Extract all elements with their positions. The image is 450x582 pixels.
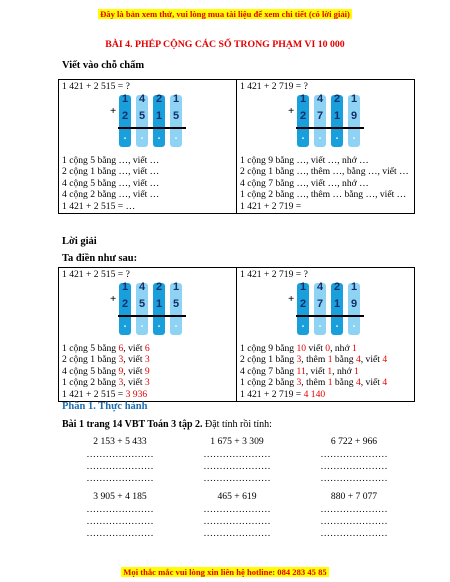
answer-line	[240, 366, 411, 377]
plus-sign: +	[288, 293, 295, 305]
digit: 1	[172, 281, 180, 293]
hotline-footer: Mọi thắc mắc vui lòng xin liên hệ hotline: 084 283 45 85	[123, 567, 327, 577]
answer-text: , nhớ	[330, 343, 352, 354]
answer-blank: …………………	[86, 449, 154, 460]
column-addition-figure	[62, 281, 233, 343]
digit: 1	[172, 93, 180, 105]
digit: 5	[172, 298, 180, 310]
heading-fill-as: Ta điền như sau:	[62, 253, 138, 264]
digit: 5	[138, 298, 146, 310]
result-dot: .	[352, 319, 356, 330]
answer-text: 1 cộng 2 bằng	[62, 377, 119, 389]
answer-value: 6	[144, 343, 150, 354]
answer-blank: …………………	[203, 516, 271, 527]
result-dot: .	[157, 131, 161, 142]
answer-value: 6	[118, 343, 124, 354]
plus-sign: +	[110, 105, 117, 117]
digit: 4	[138, 93, 146, 105]
digit: 2	[121, 298, 129, 310]
answer-value: 0	[325, 343, 331, 354]
sum-line	[118, 127, 186, 129]
answer-blank: …………………	[320, 528, 388, 539]
lesson-title: BÀI 4. PHÉP CỘNG CÁC SỐ TRONG PHẠM VI 10 000	[105, 39, 345, 50]
digit: 4	[316, 281, 324, 293]
answer-text: , viết	[123, 343, 145, 354]
result-dot: .	[140, 131, 144, 142]
result-dot: .	[123, 319, 127, 330]
answer-blank: …………………	[320, 473, 388, 484]
exercise-heading: Bài 1 trang 14 VBT Toán 3 tập 2. Đặt tính rồi tính:	[62, 419, 272, 430]
answer-text: 1 cộng 9 bằng	[240, 343, 297, 354]
answer-text: , viết	[305, 365, 328, 377]
plus-sign: +	[110, 293, 117, 305]
digit: 1	[333, 110, 341, 122]
question-line: 2 cộng 1 bằng …, thêm …, bằng …, viết …	[240, 166, 409, 178]
column-addition-figure	[240, 281, 411, 343]
question-line: 1 421 + 2 515 = …	[62, 200, 136, 212]
answer-blank: …………………	[86, 473, 154, 484]
result-dot: .	[301, 319, 305, 330]
answer-text: 1 421 + 2 719 =	[240, 388, 304, 400]
answer-text: , viết	[360, 354, 383, 366]
answer-line	[62, 389, 233, 400]
result-dot: .	[318, 131, 322, 142]
digit: 2	[155, 281, 163, 293]
answer-text: , thêm	[301, 354, 328, 366]
answer-value: 1	[327, 365, 333, 377]
answer-value: 3	[296, 377, 302, 389]
answer-text: 4 cộng 7 bằng	[240, 365, 297, 377]
digit: 5	[172, 110, 180, 122]
answer-table	[58, 267, 415, 402]
digit: 1	[299, 93, 307, 105]
digit: 1	[333, 298, 341, 310]
answer-lines	[240, 343, 411, 400]
digit: 2	[333, 93, 341, 105]
sum-line	[118, 315, 186, 317]
answer-text: 2 cộng 1 bằng	[240, 354, 297, 366]
answer-blank: …………………	[86, 516, 154, 527]
answer-value: 3 936	[125, 388, 148, 400]
sum-line	[296, 315, 364, 317]
answer-blank: …………………	[86, 461, 154, 472]
equation: 1 421 + 2 515 = ?	[62, 81, 130, 92]
answer-blank: …………………	[203, 528, 271, 539]
answer-line	[240, 343, 411, 354]
digit: 1	[299, 281, 307, 293]
answer-line	[240, 377, 411, 388]
answer-value: 3	[118, 354, 124, 366]
answer-line	[62, 354, 233, 365]
answer-value: 10	[296, 343, 307, 354]
answer-line	[62, 343, 233, 354]
answer-value: 4	[382, 377, 388, 389]
equation: 1 421 + 2 515 = ?	[62, 269, 130, 280]
digit: 2	[299, 110, 307, 122]
result-dot: .	[352, 131, 356, 142]
answer-blank: …………………	[203, 473, 271, 484]
equation: 1 421 + 2 719 = ?	[240, 81, 308, 92]
answer-blank: …………………	[203, 504, 271, 515]
heading-fill-in: Viết vào chỗ chấm	[62, 60, 145, 71]
question-line: 2 cộng 1 bằng …, viết …	[62, 166, 160, 178]
plus-sign: +	[288, 105, 295, 117]
question-lines	[62, 155, 233, 212]
answer-text: 1 421 + 2 515 =	[62, 388, 126, 400]
answer-blank: …………………	[203, 449, 271, 460]
answer-line	[62, 377, 233, 388]
question-cell-2	[237, 80, 415, 214]
answer-cell-2	[237, 268, 415, 402]
question-line: 4 cộng 5 bằng …, viết …	[62, 177, 160, 189]
answer-value: 3	[144, 354, 150, 366]
digit: 2	[333, 281, 341, 293]
result-dot: .	[157, 319, 161, 330]
answer-line	[240, 389, 411, 400]
answer-text: , viết	[360, 377, 383, 389]
problem-expression: 6 722 + 966	[330, 436, 378, 447]
section-heading: Phần 1. Thực hành	[62, 401, 148, 412]
digit: 2	[299, 298, 307, 310]
digit: 9	[350, 110, 358, 122]
answer-blank: …………………	[320, 516, 388, 527]
question-table	[58, 79, 415, 214]
problem-expression: 2 153 + 5 433	[93, 436, 147, 447]
result-dot: .	[123, 131, 127, 142]
digit: 1	[350, 93, 358, 105]
result-dot: .	[335, 131, 339, 142]
digit: 2	[121, 110, 129, 122]
answer-value: 3	[296, 354, 302, 366]
question-line: 4 cộng 7 bằng …, viết …, nhớ …	[240, 177, 369, 189]
digit: 7	[316, 298, 324, 310]
answer-value: 4	[355, 354, 361, 366]
digit: 5	[138, 110, 146, 122]
question-line: 1 cộng 2 bằng …, thêm … bằng …, viết …	[240, 189, 407, 201]
answer-value: 4	[382, 354, 388, 366]
answer-text: , viết	[123, 377, 145, 389]
problem-expression: 3 905 + 4 185	[93, 491, 147, 502]
digit: 1	[155, 110, 163, 122]
answer-value: 4 140	[303, 388, 326, 400]
answer-blank: …………………	[320, 504, 388, 515]
heading-solution: Lời giải	[62, 236, 97, 247]
answer-blank: …………………	[86, 504, 154, 515]
answer-line	[62, 366, 233, 377]
digit: 1	[350, 281, 358, 293]
preview-banner: Đây là bản xem thử, vui lòng mua tài liệu để xem chi tiết (có lời giải)	[100, 9, 350, 19]
sum-line	[296, 127, 364, 129]
answer-text: 1 cộng 2 bằng	[240, 377, 297, 389]
problem-expression: 1 675 + 3 309	[210, 436, 264, 447]
problem-expression: 465 + 619	[217, 491, 257, 502]
digit: 1	[155, 298, 163, 310]
question-line: 4 cộng 2 bằng …, viết …	[62, 189, 160, 201]
digit: 7	[316, 110, 324, 122]
digit: 1	[121, 93, 129, 105]
problem-expression: 880 + 7 077	[330, 491, 378, 502]
answer-value: 1	[354, 365, 359, 377]
answer-value: 1	[327, 377, 333, 389]
column-addition-figure	[240, 93, 411, 155]
digit: 2	[155, 93, 163, 105]
answer-blank: …………………	[86, 528, 154, 539]
question-lines	[240, 155, 411, 212]
digit: 1	[121, 281, 129, 293]
answer-lines	[62, 343, 233, 400]
answer-cell-1	[59, 268, 237, 402]
answer-line	[240, 354, 411, 365]
answer-text: , viết	[123, 365, 145, 377]
question-cell-1	[59, 80, 237, 214]
question-line: 1 cộng 5 bằng …, viết …	[62, 155, 160, 166]
result-dot: .	[174, 131, 178, 142]
answer-value: 9	[144, 365, 150, 377]
answer-value: 4	[355, 377, 361, 389]
answer-text: 4 cộng 5 bằng	[62, 365, 119, 377]
answer-text: bằng	[332, 377, 356, 389]
digit: 4	[316, 93, 324, 105]
answer-blank: …………………	[320, 449, 388, 460]
digit: 9	[350, 298, 358, 310]
result-dot: .	[335, 319, 339, 330]
digit: 4	[138, 281, 146, 293]
result-dot: .	[174, 319, 178, 330]
answer-value: 1	[327, 354, 333, 366]
question-line: 1 421 + 2 719 =	[240, 200, 302, 212]
answer-blank: …………………	[320, 461, 388, 472]
result-dot: .	[318, 319, 322, 330]
answer-value: 9	[118, 365, 124, 377]
answer-text: 2 cộng 1 bằng	[62, 354, 119, 366]
answer-text: , viết	[123, 354, 145, 366]
answer-text: viết	[306, 343, 326, 354]
result-dot: .	[140, 319, 144, 330]
answer-text: bằng	[332, 354, 356, 366]
answer-value: 11	[296, 365, 306, 377]
column-addition-figure	[62, 93, 233, 155]
answer-text: , thêm	[301, 377, 328, 389]
answer-text: 1 cộng 5 bằng	[62, 343, 119, 354]
answer-value: 3	[144, 377, 150, 389]
answer-value: 1	[351, 343, 357, 354]
result-dot: .	[301, 131, 305, 142]
question-line: 1 cộng 9 bằng …, viết …, nhớ …	[240, 155, 369, 166]
answer-text: , nhớ	[332, 365, 355, 377]
answer-value: 3	[118, 377, 124, 389]
equation: 1 421 + 2 719 = ?	[240, 269, 308, 280]
answer-blank: …………………	[203, 461, 271, 472]
